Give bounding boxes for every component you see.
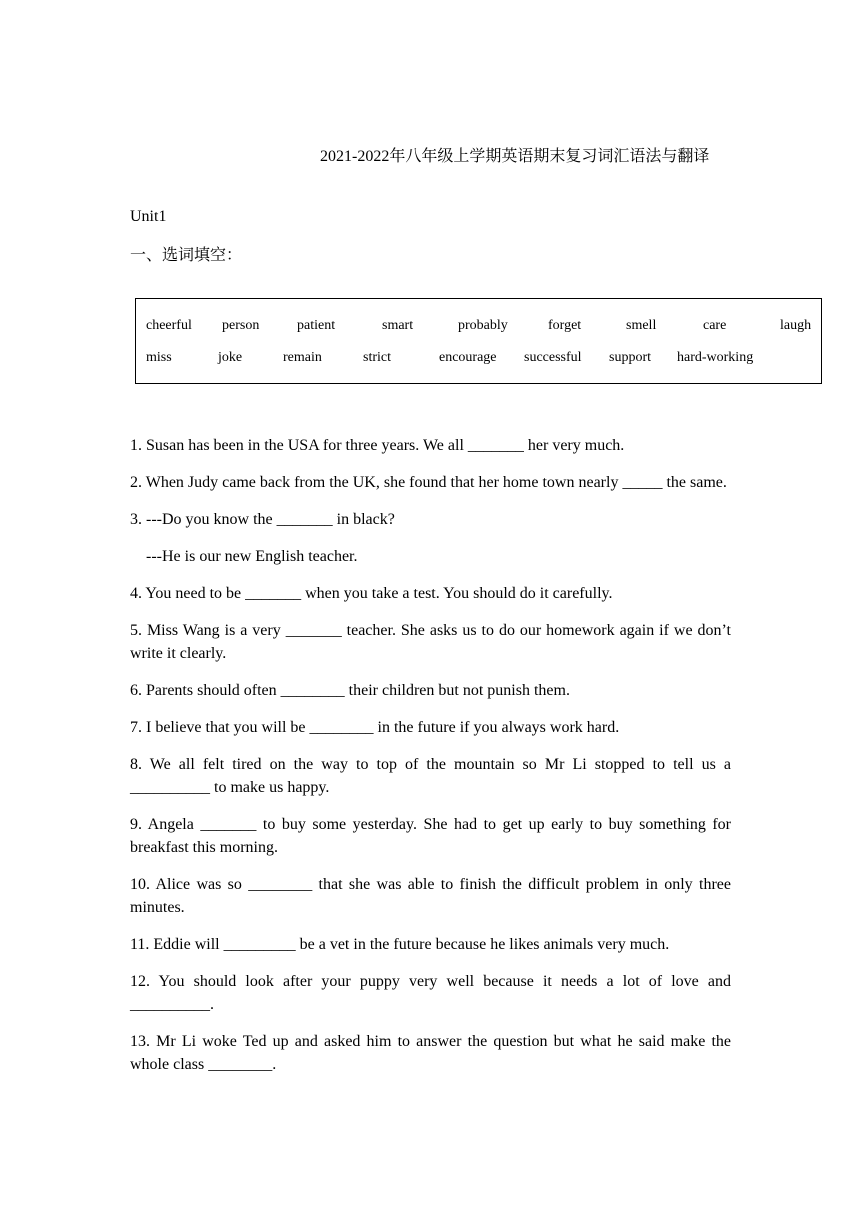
question-3-answer: ---He is our new English teacher. — [146, 548, 358, 565]
word-bank-item: laugh — [780, 318, 812, 333]
question-4: 4. You need to be _______ when you take a test. You should do it carefully. — [130, 585, 613, 602]
question-3: 3. ---Do you know the _______ in black? — [130, 511, 395, 528]
question-13: 13. Mr Li woke Ted up and asked him to answer the question but what he said make the whole class ________. — [130, 1033, 731, 1073]
question-9: 9. Angela _______ to buy some yesterday. She had to get up early to buy something for breakfast this morning. — [130, 816, 731, 856]
word-bank-item: joke — [218, 350, 243, 365]
question-6: 6. Parents should often ________ their children but not punish them. — [130, 682, 570, 699]
word-bank-item: person — [222, 318, 260, 333]
question-1: 1. Susan has been in the USA for three years. We all _______ her very much. — [130, 437, 625, 454]
question-12: 12. You should look after your puppy very well because it needs a lot of love and __________. — [130, 973, 731, 1013]
document-title: 2021-2022年八年级上学期英语期末复习词汇语法与翻译 — [320, 148, 710, 165]
word-bank-item: smell — [626, 318, 657, 333]
word-bank-box — [135, 298, 822, 384]
word-bank-item: remain — [283, 350, 322, 365]
word-bank-item: miss — [146, 350, 172, 365]
word-bank-item: patient — [297, 318, 336, 333]
question-8: 8. We all felt tired on the way to top of the mountain so Mr Li stopped to tell us a __________ to make us happy. — [130, 756, 731, 796]
unit-heading: Unit1 — [130, 208, 167, 225]
word-bank-item: probably — [458, 318, 508, 333]
question-11: 11. Eddie will _________ be a vet in the future because he likes animals very much. — [130, 936, 670, 953]
word-bank-item: encourage — [439, 350, 497, 365]
word-bank-item: hard-working — [677, 350, 754, 365]
word-bank-item: successful — [524, 350, 582, 365]
question-list — [130, 434, 731, 1090]
word-bank-item: smart — [382, 318, 414, 333]
word-bank-item: support — [609, 350, 651, 365]
question-5: 5. Miss Wang is a very _______ teacher. She asks us to do our homework again if we don’t write it clearly. — [130, 622, 731, 662]
section-heading: 一、选词填空： — [130, 247, 243, 264]
word-bank-item: forget — [548, 318, 582, 333]
question-7: 7. I believe that you will be ________ in the future if you always work hard. — [130, 719, 620, 736]
question-2: 2. When Judy came back from the UK, she found that her home town nearly _____ the same. — [130, 474, 727, 491]
question-10: 10. Alice was so ________ that she was able to finish the difficult problem in only three minutes. — [130, 876, 731, 916]
word-bank-item: care — [703, 318, 727, 333]
word-bank-item: cheerful — [146, 318, 192, 333]
word-bank-item: strict — [363, 350, 391, 365]
